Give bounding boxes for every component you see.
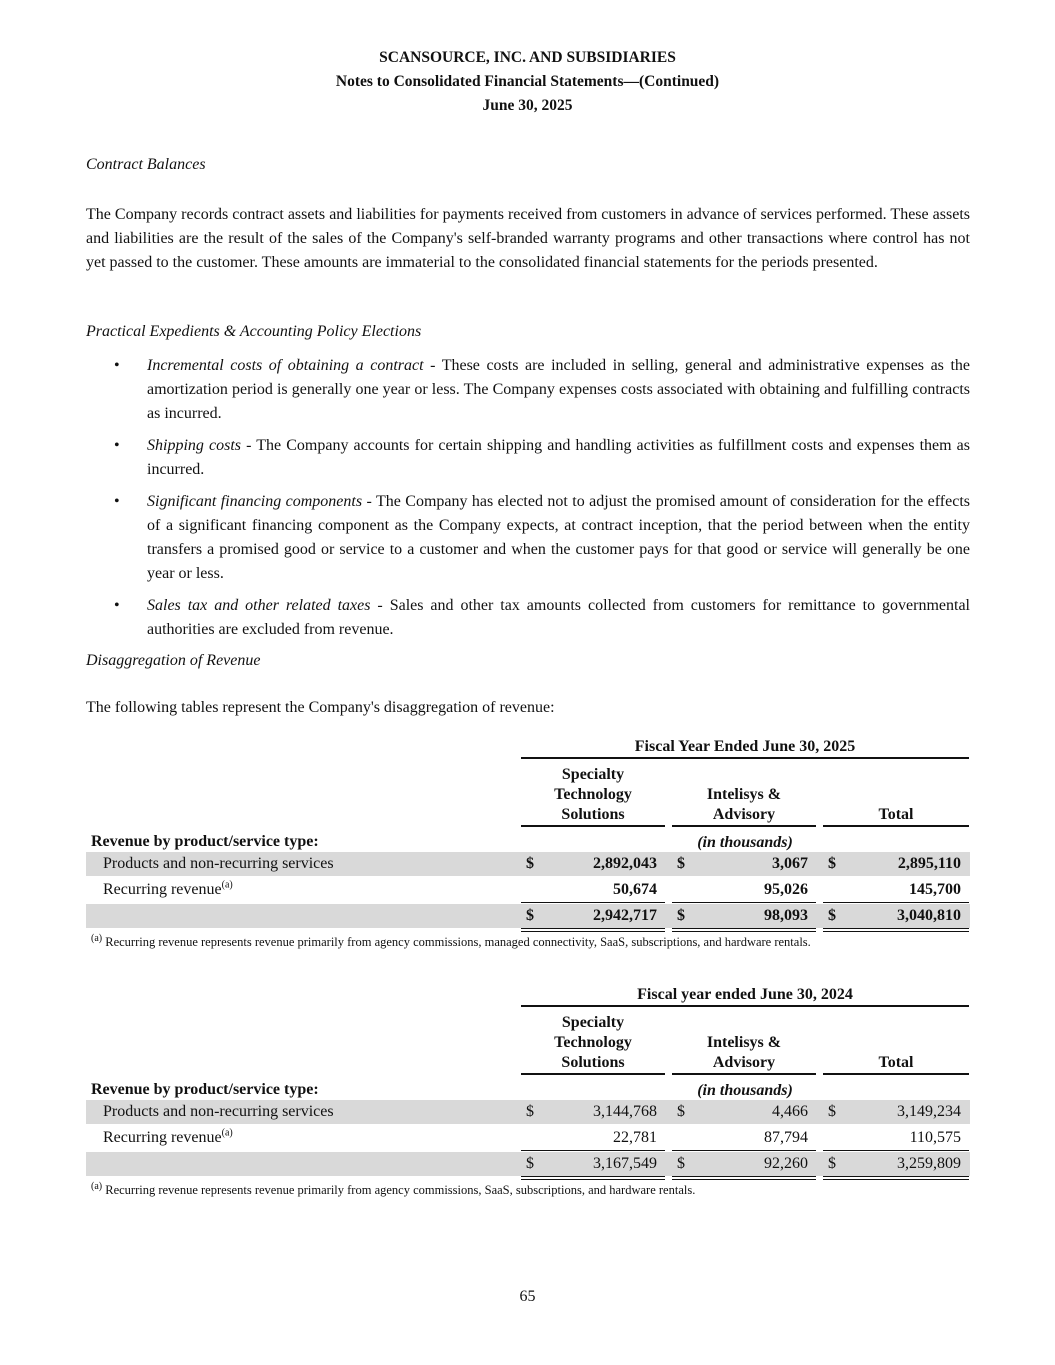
cell-value: 50,674 xyxy=(613,881,657,898)
row-label: Recurring revenue$^{(a)}$ xyxy=(103,1127,233,1146)
bullet-icon: • xyxy=(114,437,120,454)
document-subtitle: Notes to Consolidated Financial Statements—(Continued) xyxy=(335,73,720,90)
bullet-text: - Sales and other tax amounts collected from customers for remittance to governmental authorities are excluded from revenue. xyxy=(147,597,970,638)
section-heading-disaggregation: Disaggregation of Revenue xyxy=(86,652,261,669)
units-label: (in thousands) xyxy=(697,834,793,851)
cell-value: 95,026 xyxy=(764,881,808,898)
cell-value: 2,895,110 xyxy=(897,855,961,872)
column-header-total: Total xyxy=(823,1053,969,1075)
table-row-total: $ 3,167,549 $ 92,260 $ 3,259,809 xyxy=(86,1152,970,1176)
cell-value: 3,149,234 xyxy=(897,1103,961,1120)
cell-value: 2,892,043 xyxy=(593,855,657,872)
disaggregation-intro: The following tables represent the Company's disaggregation of revenue: xyxy=(86,699,555,716)
bullet-term: Significant financing components xyxy=(147,493,363,510)
bullet-icon: • xyxy=(114,597,120,614)
table-row: Products and non-recurring services $ 2,892,043 $ 3,067 $ 2,895,110 xyxy=(86,852,970,876)
cell-value: 145,700 xyxy=(909,881,961,898)
document-date: June 30, 2025 xyxy=(482,97,573,114)
section-heading-practical-expedients: Practical Expedients & Accounting Policy Elections xyxy=(86,323,422,340)
cell-value: 3,259,809 xyxy=(897,1155,961,1172)
bullet-text: - The Company accounts for certain shipping and handling activities as fulfillment costs and expenses them as incurred. xyxy=(147,437,970,478)
units-label: (in thousands) xyxy=(697,1082,793,1099)
company-name: SCANSOURCE, INC. AND SUBSIDIARIES xyxy=(379,49,676,66)
cell-value: 3,144,768 xyxy=(593,1103,657,1120)
cell-value: 2,942,717 xyxy=(593,907,657,924)
bullet-item xyxy=(86,434,970,482)
column-header-total: Total xyxy=(823,805,969,827)
column-header-sts: Specialty Technology Solutions xyxy=(521,765,665,827)
table-row: Products and non-recurring services $ 3,144,768 $ 4,466 $ 3,149,234 xyxy=(86,1100,970,1124)
row-label: Products and non-recurring services xyxy=(103,1103,334,1120)
cell-value: 3,167,549 xyxy=(593,1155,657,1172)
row-group-header: Revenue by product/service type: xyxy=(91,833,319,850)
footnote-marker: (a) xyxy=(221,1127,233,1139)
bullet-item xyxy=(86,354,970,426)
cell-value: 98,093 xyxy=(764,907,808,924)
cell-value: 3,040,810 xyxy=(897,907,961,924)
table-row xyxy=(86,1126,970,1150)
cell-value: 92,260 xyxy=(764,1155,808,1172)
section-heading-contract-balances: Contract Balances xyxy=(86,156,206,173)
bullet-term: Incremental costs of obtaining a contract xyxy=(147,357,424,374)
cell-value: 22,781 xyxy=(613,1129,657,1146)
table-period-header: Fiscal year ended June 30, 2024 xyxy=(521,985,969,1007)
footnote-marker: (a) xyxy=(221,879,233,891)
row-group-header: Revenue by product/service type: xyxy=(91,1081,319,1098)
cell-value: 4,466 xyxy=(772,1103,808,1120)
cell-value: 3,067 xyxy=(772,855,808,872)
bullet-item xyxy=(86,594,970,642)
column-header-intelisys: Intelisys & Advisory xyxy=(672,785,816,827)
table-row xyxy=(86,878,970,902)
table-row-total: $ 2,942,717 $ 98,093 $ 3,040,810 xyxy=(86,904,970,928)
column-header-sts: Specialty Technology Solutions xyxy=(521,1013,665,1075)
bullet-text: - These costs are included in selling, general and administrative expenses as the amortization period is generally one year or less. The Company expenses costs associated with obtaining and fulfilling contracts as incurred. xyxy=(147,357,971,422)
bullet-icon: • xyxy=(114,493,120,510)
table-footnote: $^{(a)}$ Recurring revenue represents revenue primarily from agency commissions, SaaS, subscriptions, and hardware rentals. xyxy=(91,1180,696,1197)
table-footnote: $^{(a)}$ Recurring revenue represents revenue primarily from agency commissions, managed connectivity, SaaS, subscriptions, and hardware rentals. xyxy=(91,932,811,949)
table-period-header: Fiscal Year Ended June 30, 2025 xyxy=(521,737,969,759)
cell-value: 110,575 xyxy=(909,1129,961,1146)
bullet-term: Shipping costs xyxy=(147,437,241,454)
bullet-text: - The Company has elected not to adjust the promised amount of consideration for the effects of a significant financing component as the Company expects, at contract inception, that the period between when the entity transfers a promised good or service to a customer and when the customer pays for that good or service will generally be one year or less. xyxy=(147,493,970,582)
contract-balances-paragraph: The Company records contract assets and liabilities for payments received from customers in advance of services performed. These assets and liabilities are the result of the sales of the Company's self-branded warranty programs and other transactions where control has not yet passed to the customer. These amounts are immaterial to the consolidated financial statements for the periods presented. xyxy=(86,206,970,271)
bullet-icon: • xyxy=(114,357,120,374)
cell-value: 87,794 xyxy=(764,1129,808,1146)
page-number: 65 xyxy=(519,1288,536,1305)
bullet-term: Sales tax and other related taxes xyxy=(147,597,371,614)
row-label: Recurring revenue$^{(a)}$ xyxy=(103,879,233,898)
bullet-item xyxy=(86,490,970,586)
column-header-intelisys: Intelisys & Advisory xyxy=(672,1033,816,1075)
row-label: Products and non-recurring services xyxy=(103,855,334,872)
